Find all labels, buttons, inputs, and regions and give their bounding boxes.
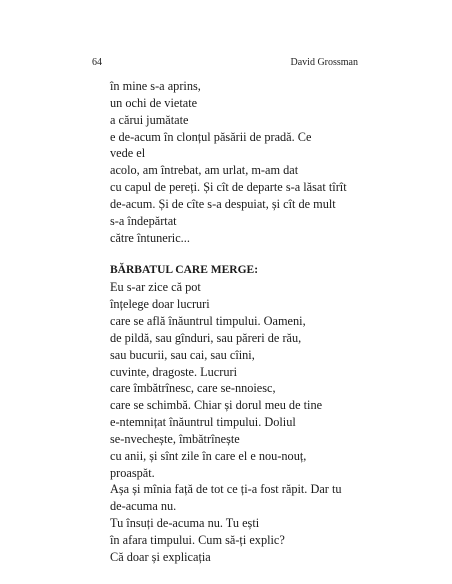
speaker-heading: BĂRBATUL CARE MERGE:	[110, 264, 259, 277]
text-line: a cărui jumătate	[110, 112, 189, 127]
stanza-gap	[110, 246, 370, 262]
text-line: vede el	[110, 146, 146, 161]
poem-text	[110, 78, 370, 566]
text-line: în afara timpului. Cum să-ți explic?	[110, 532, 285, 547]
page-header	[92, 57, 358, 71]
text-line: care se schimbă. Chiar și dorul meu de tine	[110, 398, 323, 413]
text-line: care se află înăuntrul timpului. Oameni,	[110, 313, 306, 328]
text-line: în mine s-a aprins,	[110, 79, 201, 93]
text-line: un ochi de vietate	[110, 95, 198, 110]
text-line: de pildă, sau gînduri, sau păreri de rău,	[110, 330, 302, 345]
text-line: Că doar și explicația	[110, 549, 211, 564]
text-line: e-ntemnițat înăuntrul timpului. Doliul	[110, 415, 296, 430]
text-line: de-acuma nu.	[110, 499, 177, 514]
text-line: cu capul de pereți. Și cît de departe s-a lăsat tîrît	[110, 180, 347, 195]
text-line: acolo, am întrebat, am urlat, m-am dat	[110, 163, 299, 178]
text-line: cuvinte, dragoste. Lucruri	[110, 364, 238, 379]
running-head-author: David Grossman	[290, 57, 358, 68]
text-line: e de-acum în clonțul păsării de pradă. Ce	[110, 129, 312, 144]
text-line: proaspăt.	[110, 465, 155, 480]
text-line: Eu s-ar zice că pot	[110, 280, 201, 295]
text-line: Tu însuți de-acuma nu. Tu ești	[110, 516, 260, 531]
text-line: înțelege doar lucruri	[110, 297, 210, 312]
text-line: de-acum. Și de cîte s-a despuiat, și cît de mult	[110, 196, 336, 211]
text-line: către întuneric...	[110, 230, 190, 245]
text-line: se-nvechește, îmbătrînește	[110, 431, 240, 446]
text-line: care îmbătrînesc, care se-nnoiesc,	[110, 381, 276, 396]
stanza-1	[110, 78, 370, 246]
text-line: Așa și mînia față de tot ce ți-a fost răpit. Dar tu	[110, 482, 342, 497]
text-line: s-a îndepărtat	[110, 213, 177, 228]
page-number: 64	[92, 57, 102, 68]
text-line: cu anii, și sînt zile în care el e nou-nouț,	[110, 448, 307, 463]
stanza-2	[110, 279, 370, 565]
text-line: sau bucurii, sau cai, sau cîini,	[110, 347, 255, 362]
